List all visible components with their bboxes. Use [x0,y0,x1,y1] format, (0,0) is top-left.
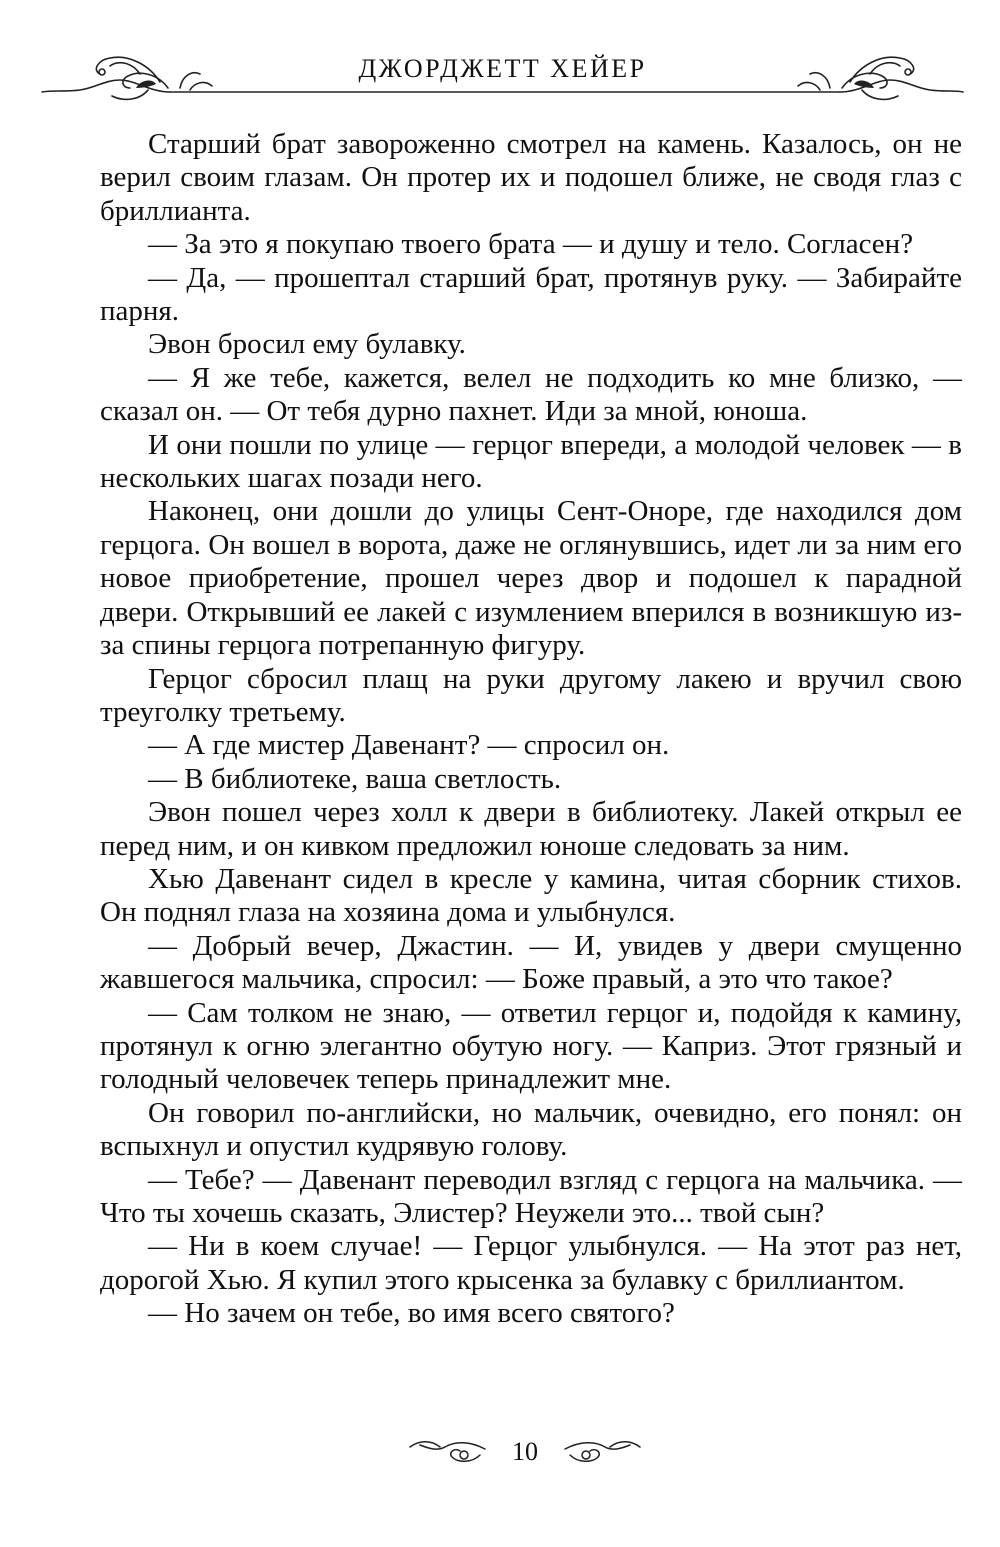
paragraph: Герцог сбросил плащ на руки другому лакею и вручил свою треуголку третьему. [100,662,962,728]
paragraph: Старший брат завороженно смотрел на камень. Казалось, он не верил своим глазам. Он протер их и подошел ближе, не сводя глаз с бриллианта. [100,128,962,227]
paragraph: — Ни в коем случае! — Герцог улыбнулся. — На этот раз нет, дорогой Хью. Я купил этого крысенка за булавку с бриллиантом. [100,1230,962,1296]
paragraph: — Тебе? — Давенант переводил взгляд с герцога на мальчика. — Что ты хочешь сказать, Элистер? Неужели это... твой сын? [100,1163,962,1229]
page-number: 10 [512,1437,538,1466]
paragraph: Он говорил по-английски, но мальчик, очевидно, его понял: он вспыхнул и опустил кудрявую голову. [100,1096,962,1163]
paragraph: Наконец, они дошли до улицы Сент-Оноре, где находился дом герцога. Он вошел в ворота, даже не оглянувшись, идет ли за ним его новое приобретение, прошел через двор и подошел к парадной двери. Открывший ее лакей с изумлением вперился в возникшую из-за спины герцога потрепанную фигуру. [100,495,962,662]
paragraph: Хью Давенант сидел в кресле у камина, читая сборник стихов. Он поднял глаза на хозяина дома и улыбнулся. [100,862,962,929]
paragraph: — Добрый вечер, Джастин. — И, увидев у двери смущенно жавшегося мальчика, спросил: — Боже правый, а это что такое? [100,929,962,996]
body-text [100,128,962,1331]
paragraph: — В библиотеке, ваша светлость. [148,762,562,795]
running-title: ДЖОРДЖЕТТ ХЕЙЕР [358,54,647,83]
paragraph: — Но зачем он тебе, во имя всего святого? [148,1297,675,1330]
page-footer [400,1427,650,1477]
paragraph: — А где мистер Давенант? — спросил он. [148,729,670,762]
paragraph: Эвон бросил ему булавку. [148,328,466,361]
paragraph: — За это я покупаю твоего брата — и душу и тело. Согласен? [148,228,914,261]
paragraph: Эвон пошел через холл к двери в библиотеку. Лакей открыл ее перед ним, и он кивком предложил юноше следовать за ним. [100,796,962,862]
paragraph: — Сам толком не знаю, — ответил герцог и, подойдя к камину, протянул к огню элегантно обутую ногу. — Каприз. Этот грязный и голодный человечек теперь принадлежит мне. [100,996,962,1096]
running-header [40,30,965,110]
paragraph: — Да, — прошептал старший брат, протянув руку. — Забирайте парня. [100,261,962,328]
paragraph: — Я же тебе, кажется, велел не подходить ко мне близко, — сказал он. — От тебя дурно пахнет. Иди за мной, юноша. [100,361,962,428]
paragraph: И они пошли по улице — герцог впереди, а молодой человек — в нескольких шагах позади него. [100,428,962,495]
